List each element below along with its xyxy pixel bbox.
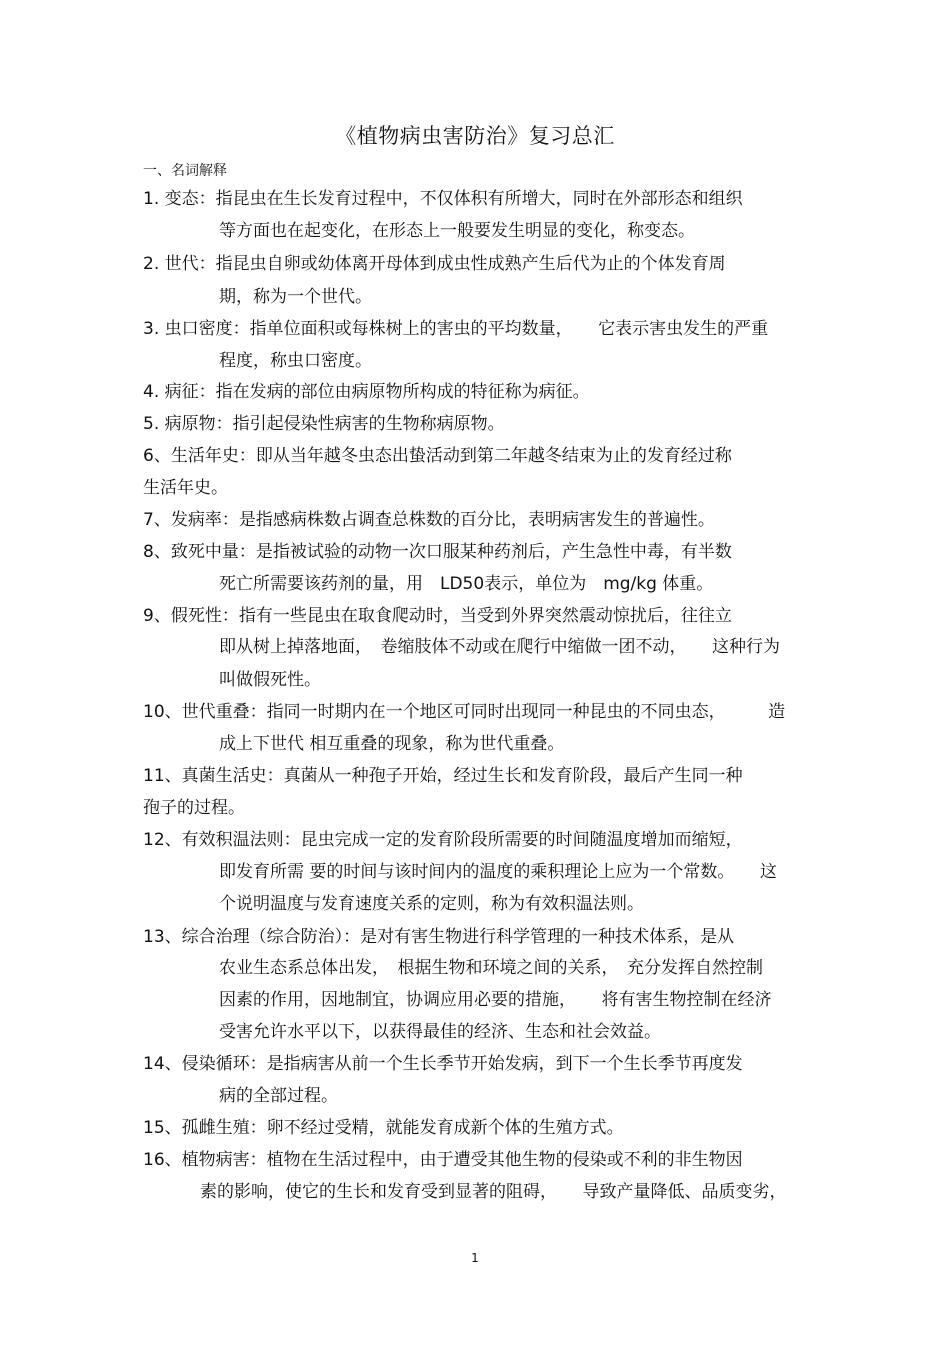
text-line: 5. 病原物：指引起侵染性病害的生物称病原物。 (143, 414, 505, 434)
section-heading: 一、名词解释 (143, 163, 227, 179)
text-line: 素的影响，使它的生长和发育受到显著的阻碍， 导致产量降低、品质变劣， (200, 1182, 787, 1202)
text-line: 12、有效积温法则：昆虫完成一定的发育阶段所需要的时间随温度增加而缩短， (143, 830, 743, 850)
text-line: 16、植物病害：植物在生活过程中，由于遭受其他生物的侵染或不利的非生物因 (143, 1150, 743, 1170)
text-line: 即发育所需 要的时间与该时间内的温度的乘积理论上应为一个常数。 这 (219, 862, 777, 882)
document-title: 《植物病虫害防治》复习总汇 (335, 124, 615, 148)
text-line: 等方面也在起变化，在形态上一般要发生明显的变化，称变态。 (219, 221, 695, 241)
text-line: 3. 虫口密度：指单位面积或每株树上的害虫的平均数量， 它表示害虫发生的严重 (143, 319, 769, 339)
text-line: 2. 世代：指昆虫自卵或幼体离开母体到成虫性成熟产生后代为止的个体发育周 (143, 254, 726, 274)
page-number: 1 (471, 1251, 479, 1265)
text-line: 10、世代重叠：指同一时期内在一个地区可同时出现同一种昆虫的不同虫态， 造 (143, 702, 786, 722)
text-line: 农业生态系总体出发， 根据生物和环境之间的关系， 充分发挥自然控制 (219, 958, 763, 978)
text-line: 受害允许水平以下，以获得最佳的经济、生态和社会效益。 (219, 1022, 661, 1042)
text-line: 程度，称虫口密度。 (219, 351, 372, 371)
text-line: 4. 病征：指在发病的部位由病原物所构成的特征称为病征。 (143, 382, 590, 402)
text-line: 9、假死性：指有一些昆虫在取食爬动时，当受到外界突然震动惊扰后，往往立 (143, 606, 732, 626)
text-line: 7、发病率：是指感病株数占调查总株数的百分比，表明病害发生的普遍性。 (143, 510, 715, 530)
text-line: 生活年史。 (143, 478, 228, 498)
text-line: 死亡所需要该药剂的量，用 LD50表示，单位为 mg/kg 体重。 (219, 574, 714, 594)
text-line: 6、生活年史：即从当年越冬虫态出蛰活动到第二年越冬结束为止的发育经过称 (143, 446, 732, 466)
text-line: 因素的作用，因地制宜，协调应用必要的措施， 将有害生物控制在经济 (219, 990, 772, 1010)
text-line: 13、综合治理（综合防治）：是对有害生物进行科学管理的一种技术体系，是从 (143, 927, 735, 947)
text-line: 期，称为一个世代。 (219, 287, 372, 307)
text-line: 病的全部过程。 (219, 1086, 338, 1106)
text-line: 即从树上掉落地面， 卷缩肢体不动或在爬行中缩做一团不动， 这种行为 (219, 637, 780, 657)
text-line: 11、真菌生活史：真菌从一种孢子开始，经过生长和发育阶段，最后产生同一种 (143, 766, 743, 786)
text-line: 个说明温度与发育速度关系的定则，称为有效积温法则。 (219, 894, 644, 914)
text-line: 成上下世代 相互重叠的现象，称为世代重叠。 (219, 734, 565, 754)
text-line: 叫做假死性。 (219, 670, 321, 690)
text-line: 8、致死中量：是指被试验的动物一次口服某种药剂后，产生急性中毒，有半数 (143, 542, 732, 562)
text-line: 15、孤雌生殖：卵不经过受精，就能发育成新个体的生殖方式。 (143, 1118, 624, 1138)
text-line: 14、侵染循环：是指病害从前一个生长季节开始发病，到下一个生长季节再度发 (143, 1054, 743, 1074)
text-line: 1. 变态：指昆虫在生长发育过程中，不仅体积有所增大，同时在外部形态和组织 (143, 189, 743, 209)
text-line: 孢子的过程。 (143, 798, 245, 818)
